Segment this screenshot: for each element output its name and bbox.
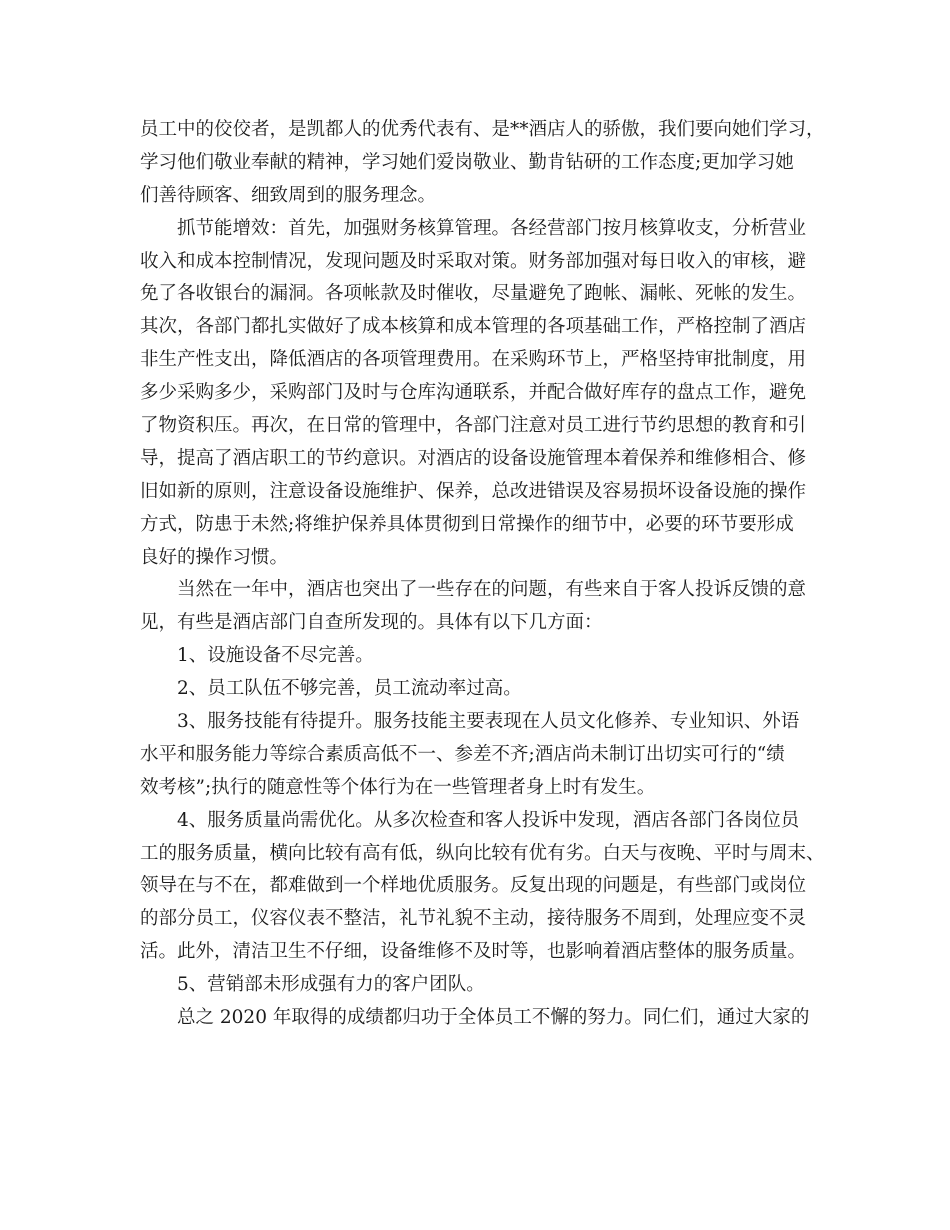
text-line: 领导在与不在，都难做到一个样地优质服务。反复出现的问题是，有些部门或岗位 (140, 875, 807, 897)
text-line: 2、员工队伍不够完善，员工流动率过高。 (177, 678, 522, 700)
text-line: 方式，防患于未然;将维护保养具体贯彻到日常操作的细节中，必要的环节要形成 (140, 513, 794, 535)
text-line: 们善待顾客、细致周到的服务理念。 (140, 184, 437, 206)
text-line: 导，提高了酒店职工的节约意识。对酒店的设备设施管理本着保养和维修相合、修 (140, 447, 807, 469)
text-line: 当然在一年中，酒店也突出了一些存在的问题，有些来自于客人投诉反馈的意 (177, 579, 807, 601)
text-line: 收入和成本控制情况，发现问题及时采取对策。财务部加强对每日收入的审核，避 (140, 250, 807, 272)
text-line: 1、设施设备不尽完善。 (177, 645, 374, 667)
document-body (140, 114, 825, 1035)
text-line: 总之 2020 年取得的成绩都归功于全体员工不懈的努力。同仁们，通过大家的 (177, 1007, 810, 1029)
text-line: 多少采购多少，采购部门及时与仓库沟通联系，并配合做好库存的盘点工作，避免 (140, 382, 807, 404)
text-line: 见，有些是酒店部门自查所发现的。具体有以下几方面： (140, 612, 603, 634)
text-line: 旧如新的原则，注意设备设施维护、保养，总改进错误及容易损坏设备设施的操作 (140, 480, 807, 502)
text-line: 学习他们敬业奉献的精神，学习她们爱岗敬业、勤肯钻研的工作态度;更加学习她 (140, 151, 794, 173)
text-line: 的部分员工，仪容仪表不整洁，礼节礼貌不主动，接待服务不周到，处理应变不灵 (140, 908, 807, 930)
text-line: 活。此外，清洁卫生不仔细，设备维修不及时等，也影响着酒店整体的服务质量。 (140, 941, 807, 963)
text-line: 效考核”;执行的随意性等个体行为在一些管理者身上时有发生。 (140, 776, 656, 798)
text-line: 4、服务质量尚需优化。从多次检查和客人投诉中发现，酒店各部门各岗位员 (177, 809, 800, 831)
text-line: 非生产性支出，降低酒店的各项管理费用。在采购环节上，严格坚持审批制度，用 (140, 349, 807, 371)
text-line: 5、营销部未形成强有力的客户团队。 (177, 974, 485, 996)
text-line: 工的服务质量，横向比较有高有低，纵向比较有优有劣。白天与夜晚、平时与周末、 (140, 842, 825, 864)
text-line: 免了各收银台的漏洞。各项帐款及时催收，尽量避免了跑帐、漏帐、死帐的发生。 (140, 283, 807, 305)
text-line: 了物资积压。再次，在日常的管理中，各部门注意对员工进行节约思想的教育和引 (140, 415, 807, 437)
text-line: 水平和服务能力等综合素质高低不一、参差不齐;酒店尚未制订出切实可行的“绩 (140, 743, 785, 765)
text-line: 抓节能增效：首先，加强财务核算管理。各经营部门按月核算收支，分析营业 (177, 217, 807, 239)
text-line: 员工中的佼佼者，是凯都人的优秀代表有、是**酒店人的骄傲，我们要向她们学习， (140, 119, 825, 140)
text-line: 3、服务技能有待提升。服务技能主要表现在人员文化修养、专业知识、外语 (177, 711, 800, 733)
text-line: 良好的操作习惯。 (140, 546, 289, 568)
text-line: 其次，各部门都扎实做好了成本核算和成本管理的各项基础工作，严格控制了酒店 (140, 316, 807, 338)
